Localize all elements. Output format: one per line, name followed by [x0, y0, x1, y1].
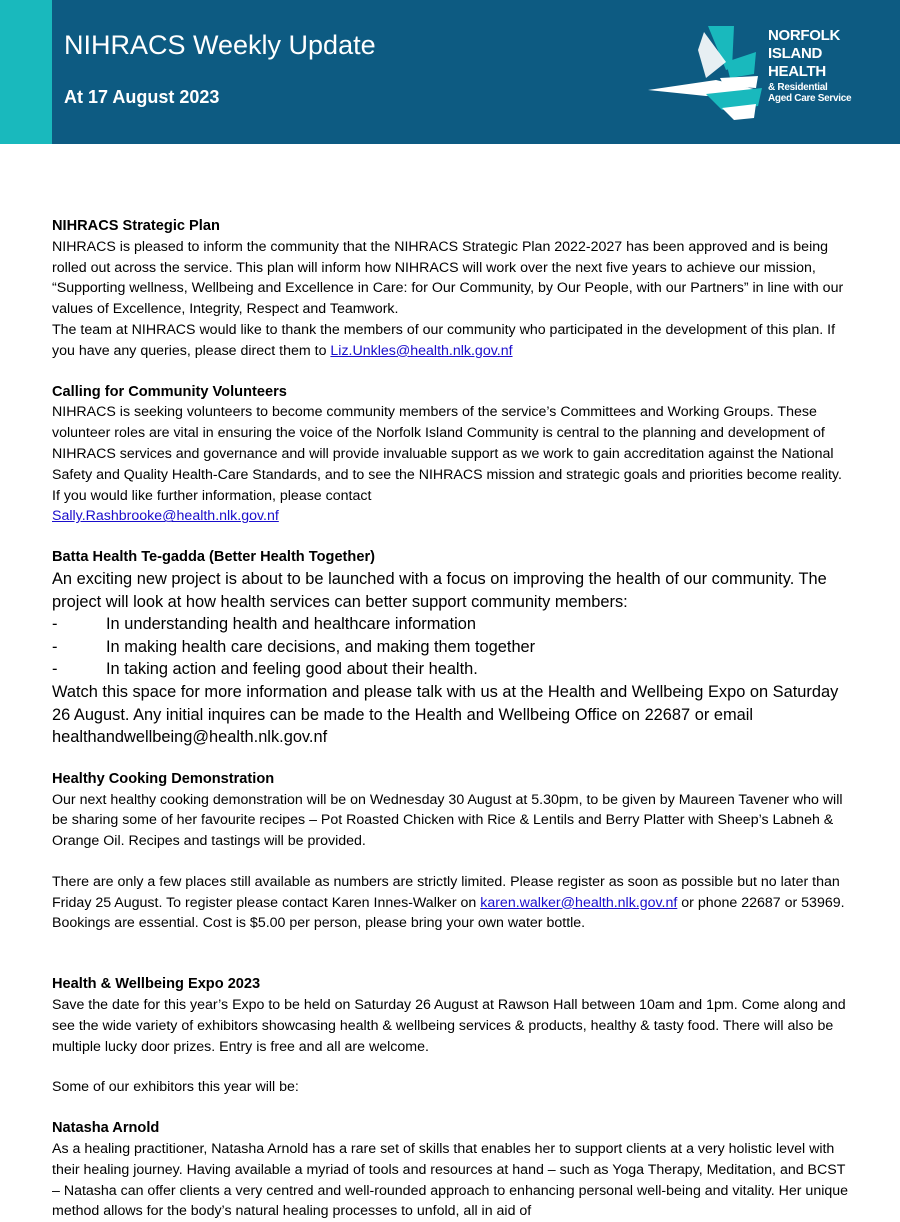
logo-text-line: ISLAND [768, 45, 823, 62]
volunteers-section [52, 382, 852, 528]
list-item [52, 636, 852, 659]
list-item-text: In making health care decisions, and making them together [106, 637, 536, 656]
email-link[interactable]: karen.walker@health.nlk.gov.nf [480, 894, 678, 911]
logo-text-line: NORFOLK [768, 27, 841, 44]
newsletter-body [52, 216, 852, 1222]
strategic-plan-section [52, 216, 852, 362]
bullet-marker: - [52, 615, 58, 634]
newsletter-date: At 17 August 2023 [64, 87, 220, 107]
batta-health-section [52, 547, 852, 749]
bullet-marker: - [52, 660, 58, 679]
norfolk-island-health-logo [646, 22, 876, 122]
paragraph-text: There are only a few places still available as numbers are strictly limited. Please register as soon as possible but no later than Friday 25 August. To register please contact Karen Innes-Walker on [52, 873, 840, 911]
paragraph: An exciting new project is about to be launched with a focus on improving the health of our community. The project will look at how health services can better support community members: [52, 569, 827, 611]
header-banner [0, 0, 900, 144]
list-item-text: In taking action and feeling good about their health. [106, 660, 478, 679]
logo-text-line: Aged Care Service [768, 93, 852, 104]
email-link[interactable]: Sally.Rashbrooke@health.nlk.gov.nf [52, 508, 279, 525]
email-link[interactable]: Liz.Unkles@health.nlk.gov.nf [330, 342, 513, 359]
newsletter-title: NIHRACS Weekly Update [64, 30, 376, 60]
list-item [52, 658, 852, 681]
paragraph [52, 506, 852, 527]
paragraph [52, 872, 852, 934]
paragraph: Some of our exhibitors this year will be: [52, 1079, 299, 1096]
section-heading: NIHRACS Strategic Plan [52, 218, 220, 234]
paragraph: Save the date for this year’s Expo to be held on Saturday 26 August at Rawson Hall between 10am and 1pm. Come along and see the wide variety of exhibitors showcasing health & wellbeing services & products, healthy & tasty food. There will also be multiple lucky door prizes. Entry is free and all are welcome. [52, 997, 846, 1055]
logo-text-line: HEALTH [768, 63, 826, 80]
paragraph: Our next healthy cooking demonstration will be on Wednesday 30 August at 5.30pm, to be given by Maureen Tavener who will be sharing some of her favourite recipes – Pot Roasted Chicken with Rice & Lentils and Berry Platter with Sheep’s Labneh & Orange Oil. Recipes and tastings will be provided. [52, 791, 843, 850]
paragraph: NIHRACS is seeking volunteers to become community members of the service’s Committees and Working Groups. These volunteer roles are vital in ensuring the voice of the Norfolk Island Community is central to the planning and development of NIHRACS services and governance and will provide invaluable support as we work to gain accreditation against the National Safety and Quality Health-Care Standards, and to see the NIHRACS mission and strategic goals and priorities become reality. If you would like further information, please contact [52, 404, 842, 504]
cooking-demo-section [52, 769, 852, 935]
section-heading: Healthy Cooking Demonstration [52, 770, 275, 787]
list-item-text: In understanding health and healthcare information [106, 615, 476, 634]
bullet-marker: - [52, 637, 58, 656]
paragraph: As a healing practitioner, Natasha Arnold has a rare set of skills that enables her to support clients at a very holistic level with their healing journey. Having available a myriad of tools and resources at hand – such as Yoga Therapy, Meditation, and BCST – Natasha can offer clients a very centred and well-rounded approach to enhancing personal well-being and vitality. Her unique method allows for the body’s natural healing processes to unfold, all in aid of [52, 1141, 849, 1220]
section-heading: Calling for Community Volunteers [52, 383, 287, 400]
expo-section [52, 974, 852, 1222]
exhibitor-name: Natasha Arnold [52, 1120, 160, 1137]
logo-text-line: & Residential [768, 82, 828, 93]
accent-bar [0, 0, 52, 144]
list-item [52, 613, 852, 636]
paragraph-text: or phone 22687 or 53969. Bookings are essential. Cost is $5.00 per person, please bring your own water bottle. [52, 894, 845, 932]
section-heading: Health & Wellbeing Expo 2023 [52, 976, 261, 993]
paragraph: NIHRACS is pleased to inform the community that the NIHRACS Strategic Plan 2022-2027 has been approved and is being rolled out across the service. This plan will inform how NIHRACS will work over the next five years to achieve our mission, “Supporting wellness, Wellbeing and Excellence in Care: for Our Community, by Our People, with our Partners” in line with our values of Excellence, Integrity, Respect and Teamwork. [52, 238, 844, 318]
paragraph-text: The team at NIHRACS would like to thank the members of our community who participated in the development of this plan. If you have any queries, please direct them to [52, 321, 836, 359]
paragraph [52, 320, 852, 362]
logo-emblem-icon [646, 22, 768, 122]
paragraph: Watch this space for more information and please talk with us at the Health and Wellbeing Expo on Saturday 26 August. Any initial inquires can be made to the Health and Wellbeing Office on 22687 or email healthandwellbeing@health.nlk.gov.nf [52, 682, 839, 747]
section-heading: Batta Health Te-gadda (Better Health Together) [52, 549, 375, 566]
